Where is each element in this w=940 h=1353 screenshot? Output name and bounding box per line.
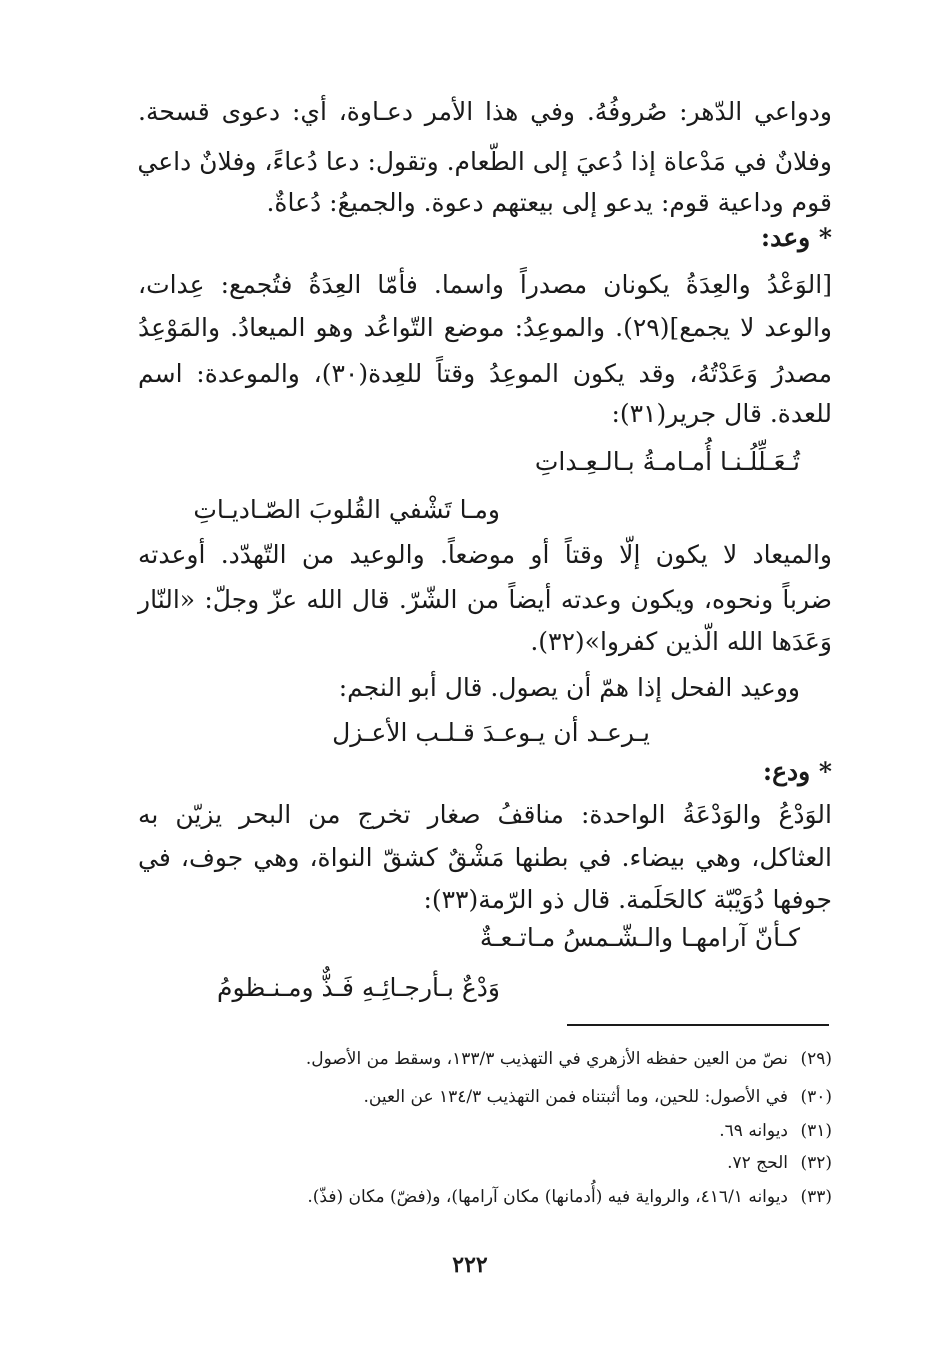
body-line: للعدة. قال جرير(٣١): [611, 399, 832, 428]
entry-heading-wad: * وعد: [760, 223, 832, 252]
body-line: العثاكل، وهي بيضاء. في بطنها مَشْقٌ كشقّ النواة، وهي جوف، في [138, 843, 832, 872]
body-line: ووعيد الفحل إذا همّ أن يصول. قال أبو النجم: [338, 673, 800, 702]
body-line: جوفها دُوَيْبّة كالحَلَمة. قال ذو الرّمة(٣٣): [423, 885, 832, 914]
verse-line: ومـا تَشْفي القُلوبَ الصّـاديـاتِ [193, 495, 500, 524]
page-number: ٢٢٢ [452, 1252, 488, 1278]
footnote-number: (٣٠) [800, 1087, 832, 1107]
footnote-text: الحج ٧٢. [727, 1153, 788, 1173]
footnote [307, 1184, 832, 1210]
verse-line: تُـعَـلِّلُـنـا أُمـامـةُ بـالـعِـداتِ [534, 447, 800, 476]
footnote [727, 1150, 832, 1176]
body-line: الوَدْعُ والوَدْعَةُ الواحدة: مناقفُ صغار تخرج من البحر يزيّن به [138, 800, 832, 829]
entry-heading-wada: * ودع: [762, 757, 832, 786]
footnote [364, 1084, 832, 1110]
verse-line: كـأنّ آرامهـا والـشّـمسُ مـاتـعـةٌ [479, 923, 800, 952]
footnote-number: (٣١) [800, 1121, 832, 1141]
footnote-number: (٣٢) [800, 1153, 832, 1173]
body-line: وفلانٌ في مَدْعاة إذا دُعيَ إلى الطّعام. وتقول: دعا دُعاءً، وفلانٌ داعي [137, 147, 832, 176]
footnote [306, 1046, 832, 1072]
footnote-divider [567, 1024, 829, 1026]
footnote-number: (٢٩) [800, 1049, 832, 1069]
verse-line: وَدْعٌ بـأرجـائِـهِ فَـذٌّ ومـنـظومُ [217, 973, 500, 1002]
body-line: [الوَعْدُ والعِدَةُ يكونان مصدراً واسما. فأمّا العِدَةُ فتُجمع: عِدات، [138, 270, 832, 299]
body-line: وَعَدَها الله الّذين كفروا»(٣٢). [530, 627, 832, 656]
footnote [719, 1118, 832, 1144]
body-line: والوعد لا يجمع](٢٩). والموعِدُ: موضع التّواعُد وهو الميعادُ. والمَوْعِدُ [138, 313, 832, 342]
footnote-text: ديوانه ٦٩. [719, 1121, 788, 1141]
body-line: مصدرُ وَعَدْتُهُ، وقد يكون الموعِدُ وقتاً للعِدة(٣٠)، والموعدة: اسم [138, 359, 832, 388]
body-line: والميعاد لا يكون إلّا وقتاً أو موضعاً. والوعيد من التّهدّد. أوعدته [138, 540, 832, 569]
footnote-number: (٣٣) [800, 1187, 832, 1207]
verse-line: يـرعـد أن يـوعـدَ قـلـب الأعـزل [332, 718, 650, 747]
body-line: قوم وداعية قوم: يدعو إلى بيعتهم دعوة. والجميعُ: دُعاةٌ. [266, 188, 832, 217]
body-line: ودواعي الدّهر: صُروفُهُ. وفي هذا الأمر دعـاوة، أي: دعوى قسحة. [138, 97, 832, 126]
footnote-text: نصّ من العين حفظه الأزهري في التهذيب ١٣٣/٣، وسقط من الأصول. [305, 1049, 788, 1069]
footnote-text: في الأصول: للحين، وما أثبتناه فمن التهذيب ١٣٤/٣ عن العين. [363, 1087, 788, 1107]
footnote-text: ديوانه ٤١٦/١، والرواية فيه (أُدمانها) مكان آرامها)، و(فضّ) مكان (فذّ). [307, 1187, 788, 1207]
body-line: ضرباً ونحوه، ويكون وعدته أيضاً من الشّرّ. قال الله عزّ وجلّ: «النّار [138, 585, 832, 614]
